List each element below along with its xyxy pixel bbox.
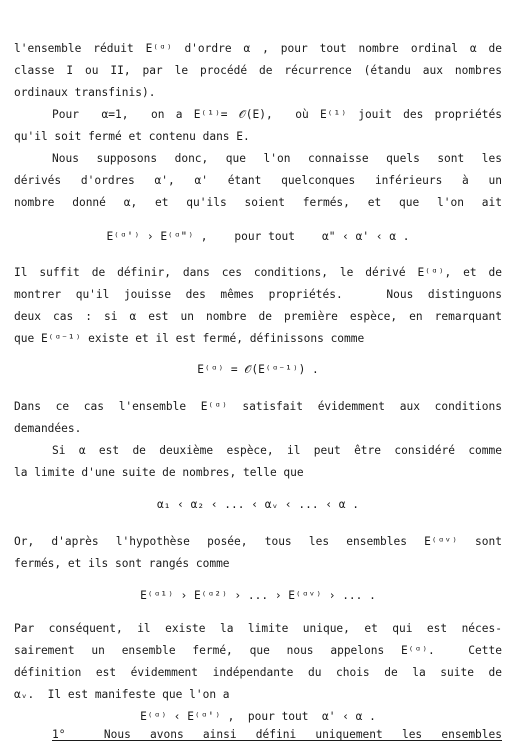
formula-line: E⁽ᵅ⁾ ‹ E⁽ᵅ'⁾ , pour tout α' ‹ α . bbox=[140, 710, 376, 723]
text-line: αᵥ. Il est manifeste que l'on a bbox=[14, 688, 230, 701]
text-line: deux cas : si α est un nombre de première espèce, en remarquant bbox=[14, 310, 502, 323]
formula-line: α₁ ‹ α₂ ‹ ... ‹ αᵥ ‹ ... ‹ α . bbox=[156, 498, 360, 511]
text-line: montrer qu'il jouisse des mêmes propriétés. Nous distinguons bbox=[14, 288, 502, 301]
text-line: Pour α=1, on a E⁽¹⁾= 𝒪(E), où E⁽¹⁾ jouit des propriétés bbox=[52, 108, 502, 121]
underlined-line: 1° Nous avons ainsi défini uniquement les ensembles bbox=[52, 728, 502, 741]
text-line: que E⁽ᵅ⁻¹⁾ existe et il est fermé, définissons comme bbox=[14, 332, 365, 345]
formula-line: E⁽ᵅ⁾ = 𝒪(E⁽ᵅ⁻¹⁾) . bbox=[197, 363, 319, 376]
text-line: l'ensemble réduit E⁽ᵅ⁾ d'ordre α , pour tout nombre ordinal α de bbox=[14, 42, 502, 55]
text-line: ordinaux transfinis). bbox=[14, 86, 156, 99]
text-line: Dans ce cas l'ensemble E⁽ᵅ⁾ satisfait évidemment aux conditions bbox=[14, 400, 502, 413]
text-line: Par conséquent, il existe la limite unique, et qui est néces- bbox=[14, 622, 502, 635]
text-line: qu'il soit fermé et contenu dans E. bbox=[14, 130, 250, 143]
text-line: fermés, et ils sont rangés comme bbox=[14, 557, 230, 570]
text-line: nombre donné α, et qu'ils soient fermés, et que l'on ait bbox=[14, 196, 502, 209]
text-line: dérivés d'ordres α', α' étant quelconques inférieurs à un bbox=[14, 174, 502, 187]
formula-line: E⁽ᵅ'⁾ › E⁽ᵅ"⁾ , pour tout α" ‹ α' ‹ α . bbox=[106, 230, 410, 243]
text-line: Si α est de deuxième espèce, il peut être considéré comme bbox=[52, 444, 502, 457]
text-line: classe I ou II, par le procédé de récurrence (étandu aux nombres bbox=[14, 64, 502, 77]
text-line: Nous supposons donc, que l'on connaisse quels sont les bbox=[52, 152, 502, 165]
text-line: sairement un ensemble fermé, que nous appelons E⁽ᵅ⁾. Cette bbox=[14, 644, 502, 657]
text-line: Il suffit de définir, dans ces conditions, le dérivé E⁽ᵅ⁾, et de bbox=[14, 266, 502, 279]
text-line: la limite d'une suite de nombres, telle que bbox=[14, 466, 304, 479]
text-line: Or, d'après l'hypothèse posée, tous les ensembles E⁽ᵅᵛ⁾ sont bbox=[14, 535, 502, 548]
formula-line: E⁽ᵅ¹⁾ › E⁽ᵅ²⁾ › ... › E⁽ᵅᵛ⁾ › ... . bbox=[140, 589, 376, 602]
text-line: définition est évidemment indépendante du chois de la suite de bbox=[14, 666, 502, 679]
text-line: demandées. bbox=[14, 422, 82, 435]
